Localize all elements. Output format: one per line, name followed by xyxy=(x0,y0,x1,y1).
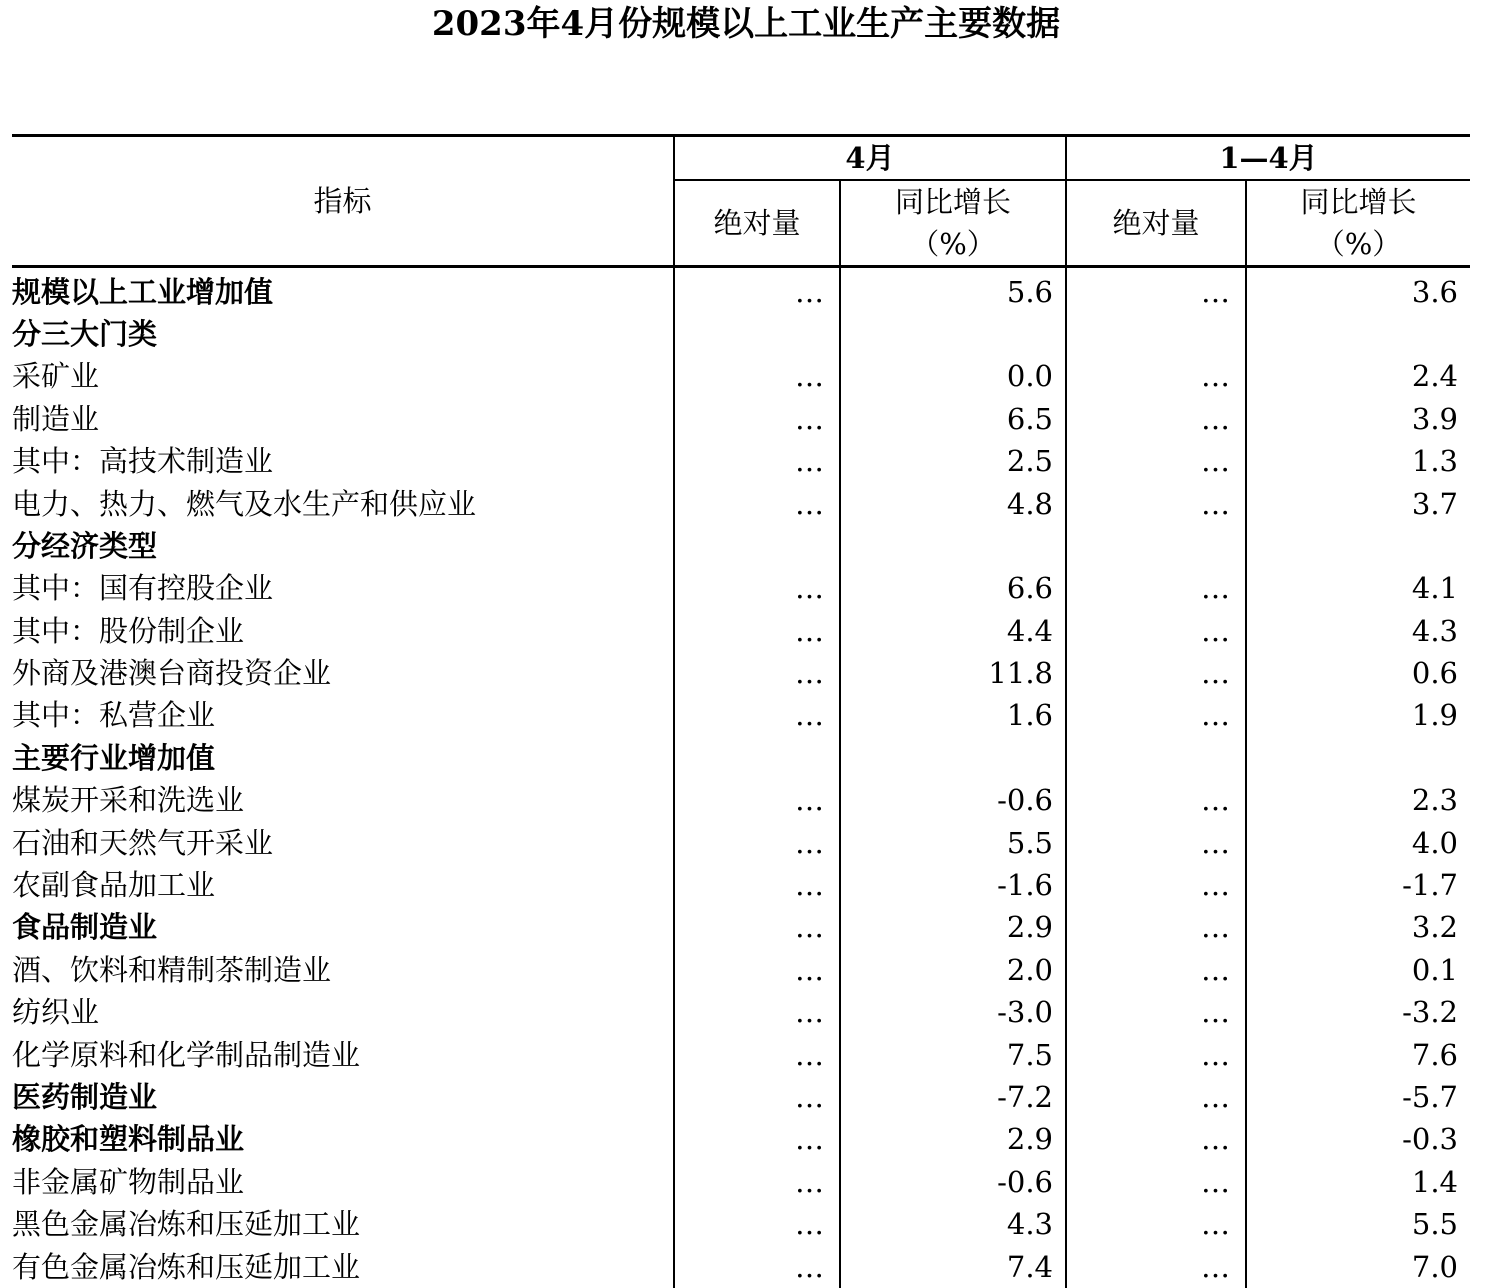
row-label: 采矿业 xyxy=(12,359,100,394)
header-indicator: 指标 xyxy=(12,136,674,267)
row-label: 外商及港澳台商投资企业 xyxy=(12,656,332,691)
row-april-absolute: … xyxy=(674,1118,840,1160)
row-ytd-absolute: … xyxy=(1066,1245,1246,1287)
row-april-yoy: 2.0 xyxy=(840,949,1066,991)
row-april-yoy: -1.6 xyxy=(840,864,1066,906)
table-row xyxy=(12,567,1470,609)
row-label: 电力、热力、燃气及水生产和供应业 xyxy=(12,486,477,521)
row-april-absolute xyxy=(674,525,840,567)
header-month-yoy-line2: （%） xyxy=(910,227,996,262)
row-ytd-yoy: 0.6 xyxy=(1246,652,1470,694)
row-april-absolute: … xyxy=(674,864,840,906)
row-april-yoy: 4.3 xyxy=(840,1203,1066,1245)
row-ytd-absolute: … xyxy=(1066,949,1246,991)
row-label: 其中：私营企业 xyxy=(12,698,216,733)
row-ytd-absolute xyxy=(1066,737,1246,779)
row-ytd-yoy: 3.7 xyxy=(1246,482,1470,524)
row-april-yoy xyxy=(840,737,1066,779)
row-ytd-yoy: -1.7 xyxy=(1246,864,1470,906)
header-ytd-yoy xyxy=(1246,180,1470,267)
row-ytd-absolute xyxy=(1066,525,1246,567)
row-april-absolute: … xyxy=(674,610,840,652)
row-ytd-yoy: -0.3 xyxy=(1246,1118,1470,1160)
row-april-absolute: … xyxy=(674,906,840,948)
row-ytd-absolute: … xyxy=(1066,567,1246,609)
row-ytd-yoy: 0.1 xyxy=(1246,949,1470,991)
row-april-absolute: … xyxy=(674,398,840,440)
table-row xyxy=(12,821,1470,863)
row-ytd-yoy: 7.6 xyxy=(1246,1033,1470,1075)
row-ytd-absolute: … xyxy=(1066,398,1246,440)
header-row-groups xyxy=(12,136,1470,181)
table-row xyxy=(12,991,1470,1033)
header-month-absolute: 绝对量 xyxy=(674,180,840,267)
row-april-yoy: 4.4 xyxy=(840,610,1066,652)
table-row xyxy=(12,1076,1470,1118)
header-ytd-group: 1—4月 xyxy=(1066,136,1470,181)
row-april-yoy xyxy=(840,525,1066,567)
row-ytd-yoy: -5.7 xyxy=(1246,1076,1470,1118)
header-ytd-yoy-line1: 同比增长 xyxy=(1300,185,1417,220)
row-ytd-absolute: … xyxy=(1066,1203,1246,1245)
table-row xyxy=(12,1203,1470,1245)
row-april-yoy: -3.0 xyxy=(840,991,1066,1033)
row-label: 医药制造业 xyxy=(12,1080,158,1114)
row-label: 食品制造业 xyxy=(12,910,158,945)
table-row xyxy=(12,694,1470,736)
row-label: 纺织业 xyxy=(12,995,100,1030)
row-april-absolute: … xyxy=(674,355,840,397)
row-ytd-yoy: 4.1 xyxy=(1246,567,1470,609)
row-april-yoy: 7.4 xyxy=(840,1245,1066,1287)
row-label: 其中：国有控股企业 xyxy=(12,571,274,606)
row-ytd-yoy: 1.9 xyxy=(1246,694,1470,736)
row-april-yoy: 5.5 xyxy=(840,821,1066,863)
row-label: 黑色金属冶炼和压延加工业 xyxy=(12,1207,361,1242)
row-ytd-absolute: … xyxy=(1066,821,1246,863)
row-april-absolute: … xyxy=(674,1076,840,1118)
row-label: 酒、饮料和精制茶制造业 xyxy=(12,952,332,987)
row-ytd-absolute: … xyxy=(1066,1118,1246,1160)
row-ytd-yoy: 3.9 xyxy=(1246,398,1470,440)
row-april-yoy: 6.6 xyxy=(840,567,1066,609)
row-ytd-absolute: … xyxy=(1066,694,1246,736)
row-label: 石油和天然气开采业 xyxy=(12,825,274,860)
row-april-yoy: 1.6 xyxy=(840,694,1066,736)
row-ytd-absolute: … xyxy=(1066,610,1246,652)
row-ytd-yoy: 1.3 xyxy=(1246,440,1470,482)
row-april-absolute: … xyxy=(674,991,840,1033)
row-ytd-absolute: … xyxy=(1066,482,1246,524)
row-april-absolute: … xyxy=(674,821,840,863)
row-april-yoy: 5.6 xyxy=(840,267,1066,313)
row-april-yoy: 0.0 xyxy=(840,355,1066,397)
data-table xyxy=(12,134,1470,1288)
row-ytd-yoy: 4.0 xyxy=(1246,821,1470,863)
header-ytd-yoy-line2: （%） xyxy=(1315,227,1402,262)
row-label: 化学原料和化学制品制造业 xyxy=(12,1037,361,1072)
row-ytd-yoy: 5.5 xyxy=(1246,1203,1470,1245)
table-row xyxy=(12,1161,1470,1203)
row-ytd-yoy: 3.6 xyxy=(1246,267,1470,313)
row-label: 其中：股份制企业 xyxy=(12,613,245,648)
table-row xyxy=(12,906,1470,948)
row-ytd-absolute: … xyxy=(1066,779,1246,821)
row-ytd-absolute: … xyxy=(1066,1161,1246,1203)
row-ytd-absolute: … xyxy=(1066,1033,1246,1075)
row-april-absolute: … xyxy=(674,267,840,313)
row-ytd-yoy: 2.3 xyxy=(1246,779,1470,821)
row-ytd-yoy xyxy=(1246,737,1470,779)
row-april-absolute: … xyxy=(674,482,840,524)
table-row xyxy=(12,737,1470,779)
row-april-absolute xyxy=(674,737,840,779)
row-label: 分三大门类 xyxy=(12,316,158,351)
row-label: 其中：高技术制造业 xyxy=(12,444,274,479)
table-header xyxy=(12,136,1470,267)
table-row xyxy=(12,398,1470,440)
table-body xyxy=(12,267,1470,1288)
table-row xyxy=(12,779,1470,821)
row-april-yoy: -7.2 xyxy=(840,1076,1066,1118)
table-row xyxy=(12,267,1470,313)
table-row xyxy=(12,1118,1470,1160)
row-label: 橡胶和塑料制品业 xyxy=(12,1122,245,1157)
row-april-yoy: 2.9 xyxy=(840,1118,1066,1160)
row-april-yoy: 6.5 xyxy=(840,398,1066,440)
row-ytd-yoy: 1.4 xyxy=(1246,1161,1470,1203)
row-label: 有色金属冶炼和压延加工业 xyxy=(12,1249,361,1284)
row-ytd-yoy xyxy=(1246,313,1470,355)
row-april-absolute: … xyxy=(674,567,840,609)
row-ytd-absolute: … xyxy=(1066,440,1246,482)
header-month-group: 4月 xyxy=(674,136,1066,181)
row-april-absolute: … xyxy=(674,1033,840,1075)
row-label: 制造业 xyxy=(12,401,100,436)
row-label: 农副食品加工业 xyxy=(12,868,216,903)
row-april-absolute: … xyxy=(674,779,840,821)
row-ytd-absolute xyxy=(1066,313,1246,355)
row-april-absolute: … xyxy=(674,1245,840,1287)
header-month-yoy-line1: 同比增长 xyxy=(894,185,1011,220)
row-ytd-absolute: … xyxy=(1066,906,1246,948)
table-row xyxy=(12,313,1470,355)
row-april-yoy xyxy=(840,313,1066,355)
row-label: 分经济类型 xyxy=(12,528,158,563)
header-month-yoy xyxy=(840,180,1066,267)
row-ytd-absolute: … xyxy=(1066,355,1246,397)
row-ytd-yoy xyxy=(1246,525,1470,567)
row-ytd-yoy: -3.2 xyxy=(1246,991,1470,1033)
table-row xyxy=(12,652,1470,694)
table-row xyxy=(12,525,1470,567)
row-label: 煤炭开采和洗选业 xyxy=(12,783,245,818)
row-april-yoy: 2.5 xyxy=(840,440,1066,482)
header-ytd-absolute: 绝对量 xyxy=(1066,180,1246,267)
table-row xyxy=(12,355,1470,397)
row-april-absolute xyxy=(674,313,840,355)
row-ytd-absolute: … xyxy=(1066,991,1246,1033)
row-ytd-yoy: 7.0 xyxy=(1246,1245,1470,1287)
row-april-absolute: … xyxy=(674,1203,840,1245)
row-april-yoy: 11.8 xyxy=(840,652,1066,694)
table-row xyxy=(12,482,1470,524)
row-april-absolute: … xyxy=(674,440,840,482)
table-row xyxy=(12,610,1470,652)
row-ytd-absolute: … xyxy=(1066,1076,1246,1118)
row-april-absolute: … xyxy=(674,652,840,694)
row-ytd-absolute: … xyxy=(1066,267,1246,313)
page-title: 2023年4月份规模以上工业生产主要数据 xyxy=(431,4,1061,44)
table-row xyxy=(12,949,1470,991)
table-row xyxy=(12,864,1470,906)
row-ytd-absolute: … xyxy=(1066,864,1246,906)
row-april-absolute: … xyxy=(674,694,840,736)
row-april-yoy: 4.8 xyxy=(840,482,1066,524)
row-april-yoy: 2.9 xyxy=(840,906,1066,948)
row-april-absolute: … xyxy=(674,1161,840,1203)
row-ytd-yoy: 3.2 xyxy=(1246,906,1470,948)
row-ytd-yoy: 4.3 xyxy=(1246,610,1470,652)
table-row xyxy=(12,440,1470,482)
row-april-yoy: -0.6 xyxy=(840,1161,1066,1203)
row-label: 主要行业增加值 xyxy=(12,740,216,775)
row-label: 规模以上工业增加值 xyxy=(12,274,274,309)
row-april-yoy: -0.6 xyxy=(840,779,1066,821)
table-row xyxy=(12,1245,1470,1287)
row-ytd-absolute: … xyxy=(1066,652,1246,694)
row-label: 非金属矿物制品业 xyxy=(12,1164,245,1199)
row-ytd-yoy: 2.4 xyxy=(1246,355,1470,397)
table-row xyxy=(12,1033,1470,1075)
row-april-yoy: 7.5 xyxy=(840,1033,1066,1075)
row-april-absolute: … xyxy=(674,949,840,991)
